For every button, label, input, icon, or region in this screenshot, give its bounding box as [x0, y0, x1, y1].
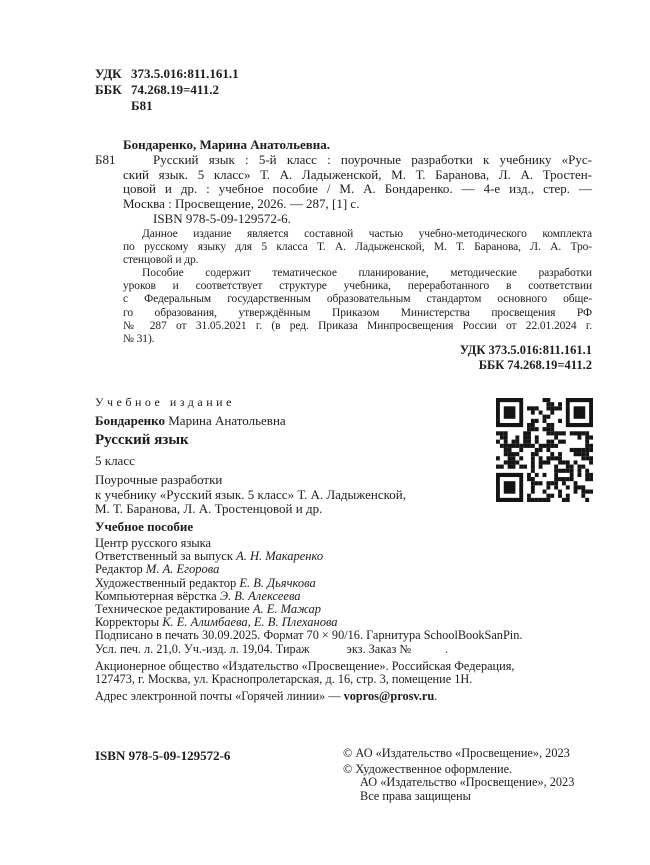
catalog-card	[95, 138, 592, 227]
annotation-line: стенцовой и др.	[123, 254, 199, 267]
annotation-line: го образования, утверждённым Приказом Министерства просвещения РФ	[123, 306, 592, 319]
print-imprint	[95, 629, 595, 707]
imprint-line2: Усл. печ. л. 21,0. Уч.-изд. л. 19,04. Тираж экз. Заказ № .	[95, 641, 449, 656]
credit-role: Техническое редактирование	[95, 602, 250, 617]
credits-department: Центр русского языка	[95, 536, 212, 550]
bbk-right: ББК 74.268.19=411.2	[478, 358, 592, 372]
credit-name: А. Е. Мажар	[252, 602, 322, 617]
copyright-text: АО «Издательство «Просвещение», 2023	[355, 746, 570, 760]
card-isbn-line: ISBN 978-5-09-129572-6.	[153, 210, 291, 226]
udk-value: 373.5.016:811.161.1	[131, 66, 239, 81]
annotation-line: № 31).	[123, 332, 155, 345]
udk-label: УДК	[95, 66, 122, 81]
copyright-text: Художественное оформление.	[355, 762, 513, 777]
annotation-line: уроков и соответствует структуре учебника, переработанного в соответствии	[123, 280, 592, 293]
copyright-line: Все права защищены	[360, 788, 471, 803]
copyright-block	[343, 747, 574, 803]
bbk-line	[95, 82, 239, 98]
annotation	[123, 228, 592, 346]
bbk-value: 74.268.19=411.2	[131, 82, 219, 97]
credit-name: М. А. Егорова	[145, 562, 220, 577]
publisher-line2: 127473, г. Москва, ул. Краснопролетарская, д. 16, стр. 3, помещение 1Н.	[95, 672, 473, 687]
edition-subtitle	[95, 472, 406, 515]
edition-kind: Учебное издание	[95, 395, 235, 409]
author-code: Б81	[131, 98, 153, 113]
credit-name: Е. В. Дьячкова	[239, 575, 316, 590]
annotation-line: Пособие содержит тематическое планирование, методические разработки	[142, 267, 592, 280]
qr-code	[496, 398, 593, 502]
credit-name: А. Н. Макаренко	[236, 549, 324, 564]
credit-name: Э. В. Алексеева	[219, 588, 301, 603]
credit-name: К. Е. Алимбаева, Е. В. Плеханова	[162, 615, 338, 630]
credit-role: Художественный редактор	[95, 575, 237, 590]
edition-author-name: Марина Анатольевна	[164, 413, 286, 428]
credit-role: Ответственный за выпуск	[95, 549, 233, 564]
edition-type: Учебное пособие	[95, 519, 194, 535]
card-description	[95, 153, 592, 227]
card-line: ский язык. 5 класс» Т. А. Ладыженской, М. Т. Баранова, Л. А. Тростен-	[123, 166, 592, 182]
imprint-hotline	[95, 690, 595, 704]
hotline-label: Адрес электронной почты «Горячей линии» —	[95, 689, 344, 704]
edition-subtitle-line: М. Т. Баранова, Л. А. Тростенцовой и др.	[95, 500, 323, 516]
edition-block	[95, 395, 406, 534]
edition-grade: 5 класс	[95, 453, 135, 468]
imprint-publisher	[95, 660, 595, 688]
bbk-label: ББК	[95, 82, 122, 97]
copyright-icon: ©	[343, 762, 353, 777]
udk-line	[95, 66, 239, 82]
edition-subtitle-line: к учебнику «Русский язык. 5 класс» Т. А. Ладыженской,	[95, 487, 406, 502]
classification-codes-right	[460, 343, 592, 373]
copyright-line	[343, 747, 574, 760]
annotation-line: с Федеральным государственным образовательным стандартом основного обще-	[123, 293, 592, 306]
annotation-line: № 287 от 31.05.2021 г. (в ред. Приказа Минпросвещения России от 22.01.2024 г.	[123, 319, 592, 332]
footer-isbn: ISBN 978-5-09-129572-6	[95, 748, 231, 763]
imprint-print-info	[95, 629, 595, 657]
publisher-line1: Акционерное общество «Издательство «Просвещение». Российская Федерация,	[95, 658, 515, 673]
credit-role: Редактор	[95, 562, 143, 577]
credit-role: Корректоры	[95, 615, 160, 630]
card-line: Москва : Просвещение, 2026. — 287, [1] с.	[123, 196, 360, 212]
edition-subtitle-line: Поурочные разработки	[95, 472, 223, 487]
credit-role: Компьютерная вёрстка	[95, 588, 217, 603]
copyright-line: АО «Издательство «Просвещение», 2023	[360, 775, 575, 790]
hotline-email: vopros@prosv.ru	[343, 689, 435, 704]
copyright-icon: ©	[343, 746, 353, 760]
card-line: цовой и др. : учебное пособие / М. А. Бондаренко. — 4-е изд., стер. —	[123, 181, 592, 197]
top-classification-codes	[95, 66, 239, 114]
card-author-code: Б81	[95, 151, 116, 167]
annotation-line: Данное издание является составной частью учебно-методического комплекта	[142, 228, 592, 240]
card-author-heading: Бондаренко, Марина Анатольевна.	[123, 137, 330, 152]
edition-author-surname: Бондаренко	[95, 413, 165, 428]
hotline-period: .	[434, 689, 438, 704]
annotation-line: по русскому языку для 5 класса Т. А. Ладыженской, М. Т. Баранова, Л. А. Тро-	[123, 241, 592, 254]
card-line: Русский язык : 5-й класс : поурочные разработки к учебнику «Рус-	[153, 151, 592, 167]
staff-credits	[95, 537, 338, 629]
imprint-line1: Подписано в печать 30.09.2025. Формат 70 × 90/16. Гарнитура SchoolBookSanPin.	[95, 628, 523, 642]
card-description-text	[123, 153, 592, 227]
edition-title: Русский язык	[95, 432, 189, 448]
edition-author	[95, 413, 406, 428]
udk-right: УДК 373.5.016:811.161.1	[459, 343, 592, 357]
